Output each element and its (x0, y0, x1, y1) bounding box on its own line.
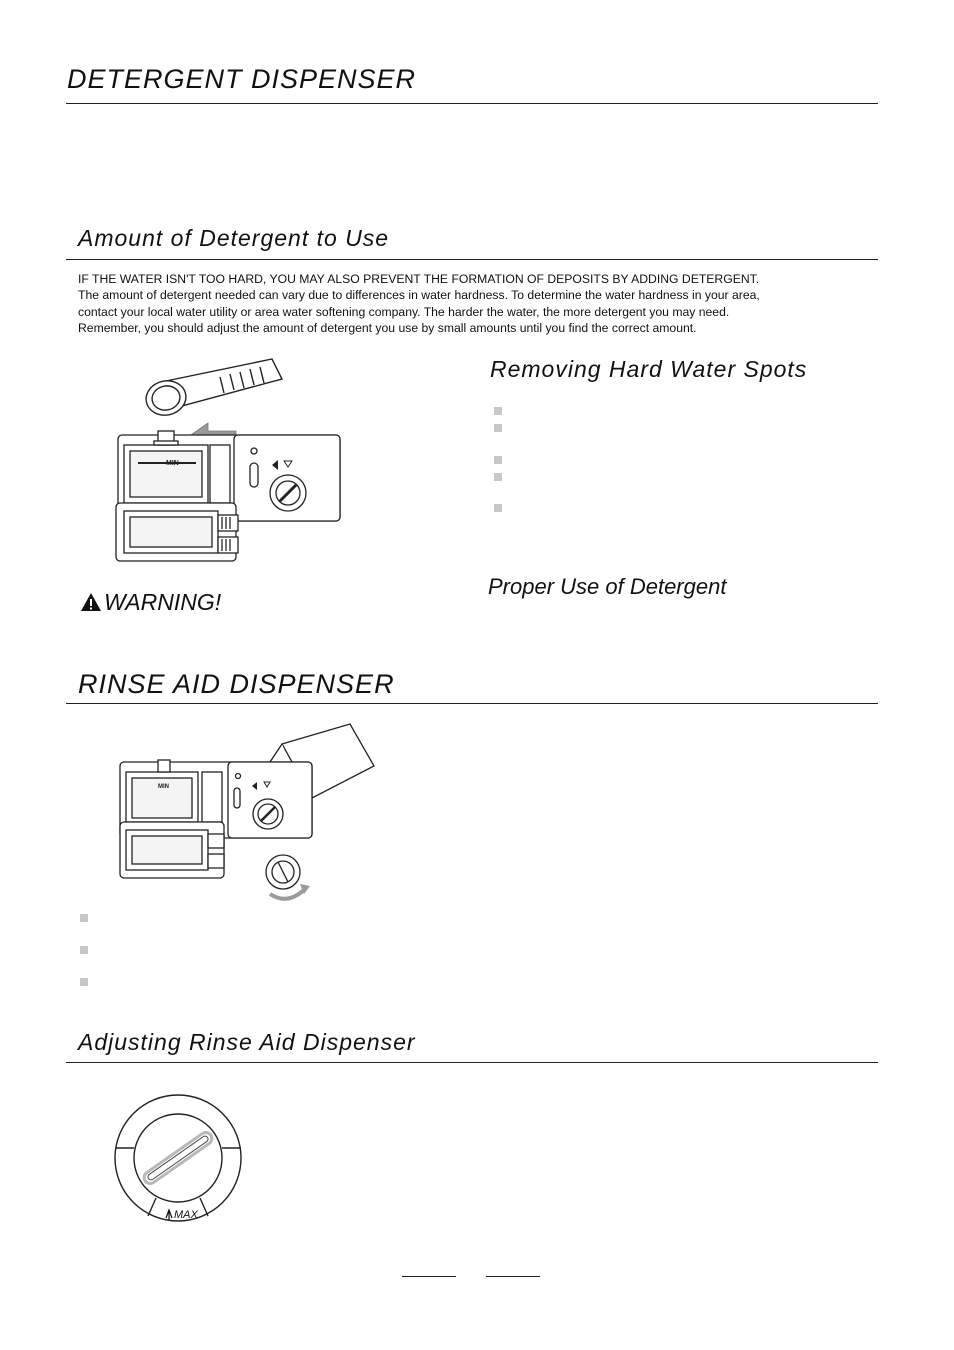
adjusting-rule (66, 1062, 878, 1063)
amount-heading: Amount of Detergent to Use (78, 225, 390, 251)
detergent-dispenser-illustration (110, 355, 350, 575)
bullet-square-icon (494, 504, 502, 512)
min-label: MIN (166, 460, 179, 467)
bullet-square-icon (80, 946, 88, 954)
rinse-aid-heading: RINSE AID DISPENSER (78, 669, 395, 699)
paragraph-line: IF THE WATER ISN'T TOO HARD, YOU MAY ALSO PREVENT THE FORMATION OF DEPOSITS BY ADDING DETERGENT. (78, 272, 760, 286)
rinse-aid-dial-illustration (114, 1094, 242, 1222)
paragraph-line: contact your local water utility or area water softening company. The harder the water, the more detergent you may need. (78, 304, 730, 319)
amount-rule (66, 259, 878, 260)
min-label: MIN (158, 784, 169, 790)
adjusting-rinse-aid-heading: Adjusting Rinse Aid Dispenser (78, 1029, 416, 1055)
bullet-square-icon (80, 914, 88, 922)
warning-text: WARNING! (104, 589, 222, 615)
max-label: MAX (174, 1209, 198, 1221)
rinse-aid-illustration (118, 722, 388, 907)
rinse-aid-rule (66, 703, 878, 704)
proper-use-heading: Proper Use of Detergent (488, 574, 727, 599)
bullet-square-icon (494, 473, 502, 481)
warning-triangle-icon (80, 592, 102, 612)
amount-paragraph (78, 271, 868, 337)
paragraph-line: Remember, you should adjust the amount of detergent you use by small amounts until you find the correct amount. (78, 321, 697, 336)
page-title: DETERGENT DISPENSER (67, 64, 417, 94)
bullet-square-icon (80, 978, 88, 986)
footer-line-right (486, 1276, 540, 1277)
warning-label (80, 589, 221, 616)
title-rule (66, 103, 878, 104)
removing-spots-heading: Removing Hard Water Spots (490, 356, 808, 382)
bullet-square-icon (494, 424, 502, 432)
paragraph-line: The amount of detergent needed can vary due to differences in water hardness. To determine the water hardness in your area, (78, 288, 760, 303)
bullet-square-icon (494, 456, 502, 464)
bullet-square-icon (494, 407, 502, 415)
footer-line-left (402, 1276, 456, 1277)
